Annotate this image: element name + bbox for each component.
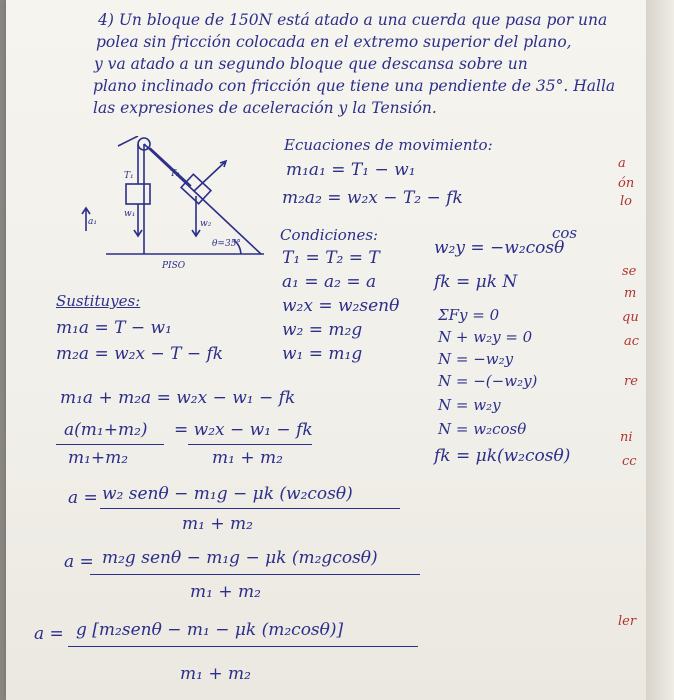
subst-frac-num-right: = w₂x − w₁ − fk	[174, 420, 313, 440]
formula-3-num: g [m₂senθ − m₁ − μk (m₂cosθ)]	[76, 620, 344, 640]
margin-bleed: se	[622, 264, 637, 279]
frac-bar	[100, 508, 400, 509]
frac-bar	[68, 646, 418, 647]
motion-heading: Ecuaciones de movimiento:	[284, 136, 493, 154]
right-eq-3: ΣFy = 0	[438, 306, 500, 324]
problem-line-2: polea sin fricción colocada en el extremo superior del plano,	[96, 33, 572, 51]
frac-bar	[90, 574, 420, 575]
w1-label: w₁	[124, 209, 136, 219]
margin-bleed: cc	[622, 454, 637, 469]
angle-label: θ=35°	[212, 239, 241, 249]
subst-eq-2: m₂a = w₂x − T − fk	[56, 344, 224, 364]
margin-bleed: re	[624, 374, 638, 389]
motion-eq-1: m₁a₁ = T₁ − w₁	[286, 160, 416, 180]
condition-5: w₁ = m₁g	[282, 344, 363, 364]
t1-label: T₁	[124, 171, 134, 181]
margin-bleed: qu	[622, 310, 639, 325]
frac-bar	[56, 444, 164, 445]
formula-1-den: m₁ + m₂	[182, 514, 253, 534]
formula-2-left: a =	[64, 552, 94, 572]
subst-frac-den-left: m₁+m₂	[68, 448, 129, 468]
w2-label: w₂	[200, 219, 212, 229]
page-edge	[646, 0, 674, 700]
margin-bleed: lo	[620, 194, 632, 209]
formula-1-num: w₂ senθ − m₁g − μk (w₂cosθ)	[102, 484, 353, 504]
right-eq-1: w₂y = −w₂cosθ	[434, 238, 565, 258]
margin-bleed: ler	[618, 614, 637, 629]
formula-3-den: m₁ + m₂	[180, 664, 251, 684]
right-eq-4: N + w₂y = 0	[438, 328, 533, 346]
incline-diagram	[66, 136, 266, 276]
floor-label: PISO	[162, 261, 186, 271]
formula-2-num: m₂g senθ − m₁g − μk (m₂gcosθ)	[102, 548, 378, 568]
a1-label: a₁	[88, 217, 97, 227]
substitution-heading: Sustituyes:	[56, 292, 141, 310]
margin-bleed: ni	[620, 430, 633, 445]
conditions-heading: Condiciones:	[280, 226, 379, 244]
problem-line-4: plano inclinado con fricción que tiene una pendiente de 35°. Halla	[93, 77, 616, 95]
margin-bleed: a	[618, 156, 626, 171]
subst-eq-3: m₁a + m₂a = w₂x − w₁ − fk	[60, 388, 296, 408]
formula-2-den: m₁ + m₂	[190, 582, 261, 602]
problem-line-1: 4) Un bloque de 150N está atado a una cuerda que pasa por una	[98, 11, 608, 29]
t2-label: T₂	[170, 169, 180, 179]
right-eq-7: N = w₂y	[438, 396, 501, 414]
frac-bar	[188, 444, 312, 445]
condition-3: w₂x = w₂senθ	[282, 296, 400, 316]
margin-bleed: m	[624, 286, 637, 301]
subst-frac-den-right: m₁ + m₂	[212, 448, 283, 468]
condition-1: T₁ = T₂ = T	[282, 248, 380, 268]
subst-frac-num-left: a(m₁+m₂)	[64, 420, 148, 440]
right-eq-2: fk = μk N	[434, 272, 518, 292]
right-eq-5: N = −w₂y	[438, 350, 514, 368]
motion-eq-2: m₂a₂ = w₂x − T₂ − fk	[282, 188, 463, 208]
margin-bleed: ón	[618, 176, 635, 191]
condition-4: w₂ = m₂g	[282, 320, 363, 340]
right-eq-6: N = −(−w₂y)	[438, 372, 538, 390]
cos-note: cos	[552, 224, 578, 242]
formula-3-left: a =	[34, 624, 64, 644]
notebook-page	[6, 0, 646, 700]
condition-2: a₁ = a₂ = a	[282, 272, 377, 292]
problem-line-3: y va atado a un segundo bloque que descansa sobre un	[94, 55, 528, 73]
problem-line-5: las expresiones de aceleración y la Tensión.	[93, 99, 437, 117]
right-eq-8: N = w₂cosθ	[438, 420, 527, 438]
margin-bleed: ac	[624, 334, 640, 349]
right-eq-9: fk = μk(w₂cosθ)	[434, 446, 571, 466]
subst-eq-1: m₁a = T − w₁	[56, 318, 172, 338]
formula-1-left: a =	[68, 488, 98, 508]
